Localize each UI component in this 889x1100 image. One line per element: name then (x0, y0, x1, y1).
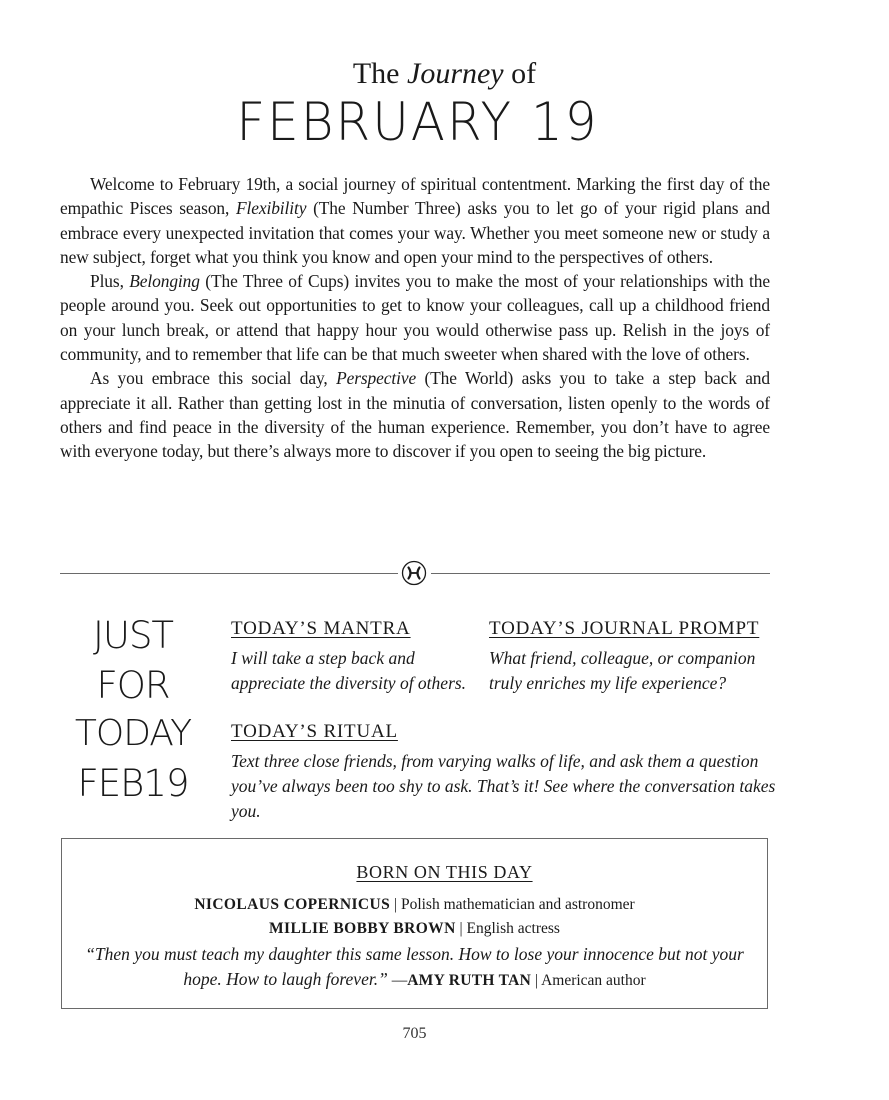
paragraph-1 (60, 172, 770, 269)
ritual-text: Text three close friends, from varying walks of life, and ask them a question you’ve always been too shy to ask. That’s it! See where the conversation takes you. (231, 751, 776, 821)
person1-sep: | (390, 896, 401, 913)
journal-heading: TODAY’S JOURNAL PROMPT (489, 618, 760, 639)
divider-left (60, 573, 398, 574)
journal-text: What friend, colleague, or companion truly enriches my life experience? (489, 648, 756, 693)
born-person-2 (0, 918, 829, 940)
mantra-text: I will take a step back and appreciate the diversity of others. (231, 648, 467, 693)
quote-line-2-text: hope. How to laugh forever.” (183, 969, 388, 989)
born-person-1 (0, 894, 829, 916)
just-for-today-line4: FEB19 (77, 762, 189, 805)
divider-right (431, 573, 770, 574)
paragraph-2 (60, 269, 770, 366)
quote-author: AMY RUTH TAN (407, 972, 532, 989)
just-for-today-line1: JUST (92, 614, 174, 657)
paragraph-3 (60, 366, 770, 463)
pisces-icon (401, 560, 427, 586)
quote-role: American author (541, 972, 646, 989)
title-italic: Journey (407, 57, 504, 90)
page-title: FEBRUARY 19 (236, 91, 599, 153)
p1-italic: Flexibility (235, 198, 307, 219)
p1-text-b: (The Number Three) asks you to let go of your rigid plans and embrace every unexpected invitation that comes your way. Whether you meet someone new or study a new subject, forget what you think you know and open your mind to the perspectives of others. (60, 198, 770, 267)
just-for-today-line3: TODAY (74, 713, 192, 754)
quote-dash: — (387, 972, 408, 989)
page-subtitle (0, 56, 889, 92)
person1-name: NICOLAUS COPERNICUS (194, 896, 391, 913)
p3-text-a: As you embrace this social day, (90, 368, 337, 389)
p1-text-a: Welcome to February 19th, a social journey of spiritual contentment. Marking the first day of the empathic Pisces season, (60, 174, 770, 219)
p2-text-b: (The Three of Cups) invites you to make the most of your relationships with the people around you. Seek out opportunities to get to know your colleagues, call up a childhood friend on your lunch break, or attend that happy hour you would otherwise pass up. Relish in the joys of community, and to remember that life can be that much sweeter when shared with the love of others. (60, 271, 770, 365)
page-number: 705 (402, 1025, 427, 1042)
born-heading: BORN ON THIS DAY (356, 862, 533, 882)
ritual-heading: TODAY’S RITUAL (231, 721, 398, 742)
p3-text-b: (The World) asks you to take a step back and appreciate it all. Rather than getting lost in the minutia of conversation, listen openly to the words of others and find peace in the diversity of the human experience. Remember, you don’t have to agree with everyone today, but there’s always more to discover if you open to seeing the big picture. (60, 368, 770, 462)
title-prefix: The (352, 57, 407, 90)
mantra-heading: TODAY’S MANTRA (231, 618, 411, 639)
p2-italic: Belonging (129, 271, 200, 292)
p2-text-a: Plus, (90, 271, 130, 292)
just-for-today-line2: FOR (96, 664, 170, 707)
title-suffix: of (503, 57, 537, 90)
quote-line-1: “Then you must teach my daughter this same lesson. How to lose your innocence but not your (85, 944, 744, 964)
body-text (60, 172, 770, 464)
person2-role: English actress (466, 920, 560, 937)
p3-italic: Perspective (336, 368, 417, 389)
quote-line-2 (0, 967, 829, 993)
person2-name: MILLIE BOBBY BROWN (269, 920, 456, 937)
person2-sep: | (455, 920, 467, 937)
quote-sep: | (531, 972, 542, 989)
person1-role: Polish mathematician and astronomer (400, 896, 635, 913)
